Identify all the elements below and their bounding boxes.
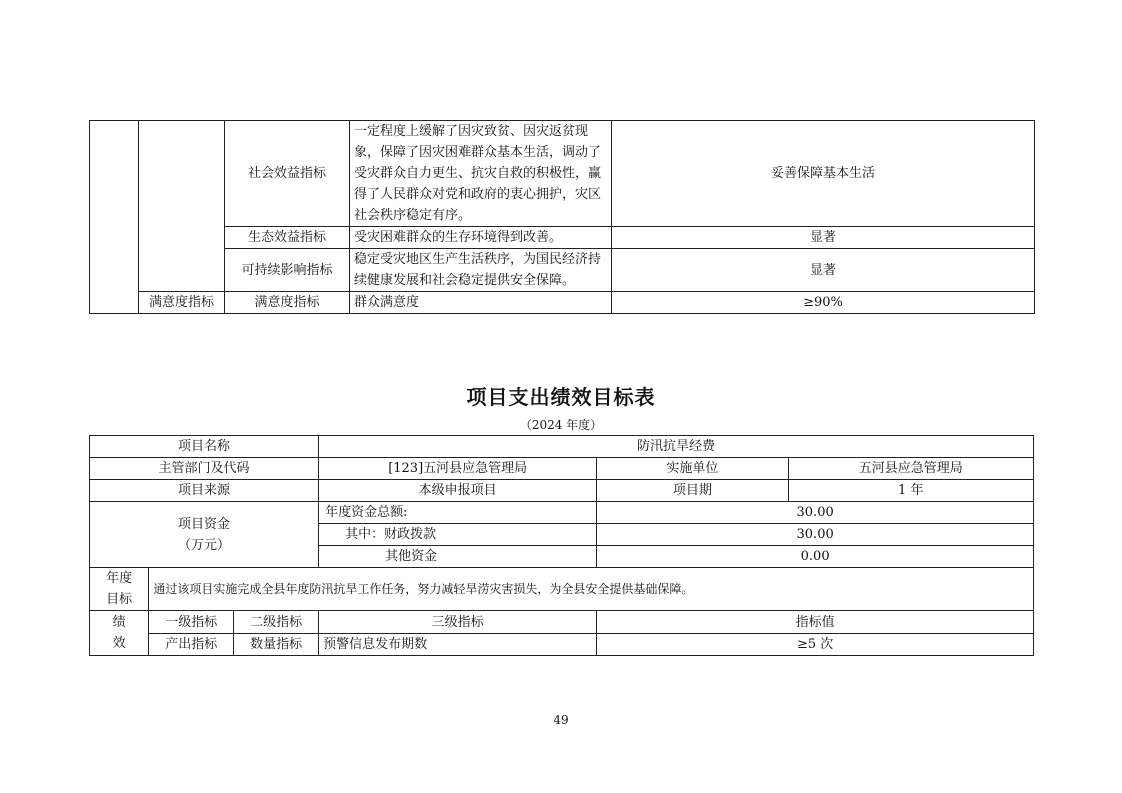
- annual-goal-label-line1: 年度: [106, 571, 133, 586]
- annual-goal-text: 通过该项目实施完成全县年度防汛抗旱工作任务，努力减轻旱涝灾害损失，为全县安全提供基础保障。: [149, 568, 1034, 611]
- funds-label-cell: [90, 502, 319, 568]
- level2-cell: 生态效益指标: [225, 227, 350, 249]
- document-title: 项目支出绩效目标表: [466, 385, 656, 409]
- fund-fiscal-label: 其中：财政拨款: [319, 524, 597, 546]
- period-label: 项目期: [597, 480, 788, 502]
- row-level3: 预警信息发布期数: [319, 634, 597, 656]
- source-value: 本级申报项目: [319, 480, 597, 502]
- row-level1: 产出指标: [149, 634, 234, 656]
- level2-cell: 满意度指标: [225, 292, 350, 314]
- funds-unit: （万元）: [178, 537, 231, 553]
- merged-cell: [90, 121, 139, 314]
- fund-total-value: 30.00: [597, 502, 1034, 524]
- fund-other-value: 0.00: [597, 546, 1034, 568]
- fund-other-label: 其他资金: [319, 546, 597, 568]
- level2-cell: 社会效益指标: [225, 121, 350, 227]
- level3-cell: 受灾困难群众的生存环境得到改善。: [350, 227, 612, 249]
- source-label: 项目来源: [90, 480, 319, 502]
- funds-label: 项目资金: [178, 516, 231, 532]
- indicator-table-continued: [89, 120, 1035, 314]
- header-level2: 二级指标: [234, 611, 319, 634]
- header-value: 指标值: [597, 611, 1034, 634]
- level2-cell: 可持续影响指标: [225, 249, 350, 292]
- department-value: [123]五河县应急管理局: [319, 458, 597, 480]
- fund-total-label: 年度资金总额:: [319, 502, 597, 524]
- level3-cell: 一定程度上缓解了因灾致贫、因灾返贫现象，保障了因灾困难群众基本生活，调动了受灾群众自力更生、抗灾自救的积极性，赢得了人民群众对党和政府的衷心拥护，灾区社会秩序稳定有序。: [350, 121, 612, 227]
- header-level3: 三级指标: [319, 611, 597, 634]
- document-year: （2024 年度）: [519, 418, 603, 432]
- value-cell: ≥90%: [612, 292, 1035, 314]
- level3-cell: 群众满意度: [350, 292, 612, 314]
- project-name-label: 项目名称: [90, 436, 319, 458]
- performance-label-cell: [90, 611, 149, 656]
- level3-cell: 稳定受灾地区生产生活秩序，为国民经济持续健康发展和社会稳定提供安全保障。: [350, 249, 612, 292]
- value-cell: 妥善保障基本生活: [612, 121, 1035, 227]
- annual-goal-label-cell: [90, 568, 149, 611]
- performance-label-line2: 效: [112, 636, 126, 651]
- period-value: 1 年: [788, 480, 1034, 502]
- row-value: ≥5 次: [597, 634, 1034, 656]
- merged-cell: [139, 121, 225, 292]
- header-level1: 一级指标: [149, 611, 234, 634]
- value-cell: 显著: [612, 227, 1035, 249]
- page-number: 49: [553, 713, 569, 727]
- project-performance-table: [89, 435, 1034, 656]
- implementer-value: 五河县应急管理局: [788, 458, 1034, 480]
- performance-label-line1: 绩: [112, 615, 126, 630]
- department-label: 主管部门及代码: [90, 458, 319, 480]
- project-name-value: 防汛抗旱经费: [319, 436, 1034, 458]
- row-level2: 数量指标: [234, 634, 319, 656]
- annual-goal-label-line2: 目标: [106, 592, 133, 607]
- implementer-label: 实施单位: [597, 458, 788, 480]
- level1-cell: 满意度指标: [139, 292, 225, 314]
- value-cell: 显著: [612, 249, 1035, 292]
- fund-fiscal-value: 30.00: [597, 524, 1034, 546]
